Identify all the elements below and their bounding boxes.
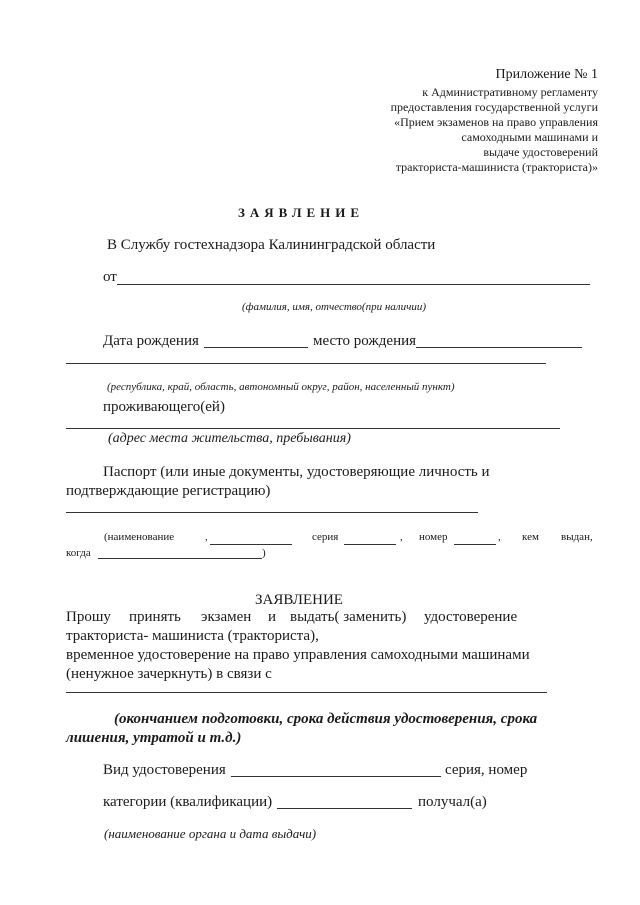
license-type-label: Вид удостоверения [103,762,226,778]
series-label: серия [312,531,339,543]
header-line: самоходными машинами и [461,130,598,144]
issuer-hint: (наименование органа и дата выдачи) [104,826,317,841]
header-line: выдаче удостоверений [483,145,598,159]
passport-line-2: подтверждающие регистрацию) [66,483,271,499]
from-label: от [103,269,117,285]
statement-word: Прошу [66,609,111,625]
region-hint: (республика, край, область, автономный округ, район, населенный пункт) [107,381,455,393]
statement-line-2: тракториста- машиниста (тракториста), [66,628,319,644]
statement-title: ЗАЯВЛЕНИЕ [255,592,343,608]
close-paren: ) [262,547,266,559]
document-title: ЗАЯВЛЕНИЕ [238,205,365,220]
doc-comma: , [400,531,403,543]
doc-name-label: (наименование [104,531,175,543]
residing-label: проживающего(ей) [103,399,225,415]
statement-word: удостоверение [424,609,518,625]
issued-by-label: кем [522,531,539,543]
name-hint: (фамилия, имя, отчество(при наличии) [242,301,426,313]
birth-place-field-line[interactable] [416,347,582,348]
addressee: В Службу гостехнадзора Калининградской области [107,237,436,253]
category-label: категории (квалификации) [103,794,273,810]
number-label: номер [419,531,448,543]
reason-field-line[interactable] [66,692,547,693]
header-line: к Административному регламенту [422,85,598,99]
when-label: когда [66,547,91,559]
when-field-line[interactable] [98,558,262,559]
passport-line-1: Паспорт (или иные документы, удостоверяющие личность и [103,464,490,480]
address-field-line[interactable] [66,428,560,429]
header-line: «Прием экзаменов на право управления [394,115,598,129]
passport-field-line[interactable] [66,512,478,513]
doc-comma: , [205,531,208,543]
doc-name-field-line[interactable] [210,544,292,545]
name-field-line[interactable] [117,284,590,285]
statement-word: и [268,609,277,625]
statement-line-4: (ненужное зачеркнуть) в связи с [66,666,272,682]
statement-word: выдать( заменить) [290,609,407,625]
reason-hint-line-1: (окончанием подготовки, срока действия удостоверения, срока [114,711,538,727]
header-line: предоставления государственной услуги [390,100,598,114]
category-field-line[interactable] [277,808,412,809]
received-label: получал(а) [418,794,487,810]
number-field-line[interactable] [454,544,496,545]
birth-date-label: Дата рождения [103,333,199,349]
appendix-title: Приложение № 1 [495,67,598,82]
issued-label: выдан, [561,531,593,543]
address-hint: (адрес места жительства, пребывания) [108,431,351,446]
reason-hint-line-2: лишения, утратой и т.д.) [66,730,242,746]
birth-place-label: место рождения [313,333,417,349]
statement-word: экзамен [201,609,252,625]
header-line: тракториста-машиниста (тракториста)» [395,160,598,174]
birth-place-field-line-2[interactable] [66,363,546,364]
statement-line-3: временное удостоверение на право управления самоходными машинами [66,647,530,663]
license-type-field-line[interactable] [231,776,441,777]
statement-word: принять [129,609,181,625]
doc-comma: , [498,531,501,543]
series-number-label: серия, номер [445,762,528,778]
birth-date-field-line[interactable] [204,347,308,348]
series-field-line[interactable] [344,544,396,545]
